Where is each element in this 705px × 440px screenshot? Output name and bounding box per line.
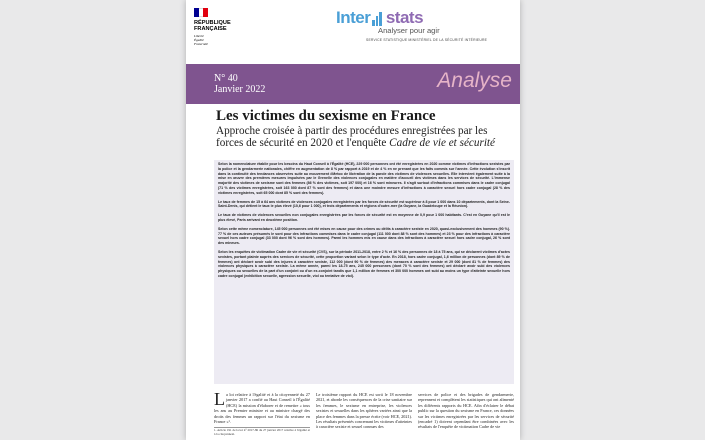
interstats-logo (336, 8, 514, 42)
publication-type-label: Analyse (437, 69, 512, 92)
body-text: Le troisième rapport du HCE est sorti le 18 novembre 2021, et aborde les conséquences de la crise sanitaire sur les femmes, le sexisme en entreprise, les violences sexistes et sexuelles dans les sphères variées ainsi que la place des femmes dans la presse écrite (voir HCE, 2021). Les résultats présentés concernant les victimes d'atteintes à caractère sexiste et sexuel connues des (316, 392, 412, 430)
logo-part-stats: stats (385, 8, 424, 27)
body-column-2 (316, 392, 412, 440)
document-page (186, 0, 520, 440)
logo-bar (376, 16, 379, 26)
motto-fraternite: Fraternité (194, 42, 208, 47)
body-text: services de police et des brigades de gendarmerie, reprennent et complètent les statistiques qui ont alimenté les différents rapports du HCE. Afin d'éclairer le débat public sur la question du sexisme en France, ces données sur les victimes enregistrées par les services de sécurité (encadré 1) doivent cependant être combinées avec les résultats de l'enquête de victimation Cadre de vie (418, 392, 514, 430)
body-columns (214, 392, 514, 440)
body-column-3 (418, 392, 514, 440)
issue-number: N° 40 (214, 73, 238, 84)
issue-band (186, 64, 520, 104)
logo-bar (379, 12, 382, 26)
bar-chart-icon (372, 10, 382, 26)
body-column-1 (214, 392, 310, 440)
logo-wordmark (336, 8, 514, 28)
motto-liberte: Liberté (194, 34, 204, 39)
header (186, 0, 520, 64)
summary-paragraph: Le taux de femmes de 15 à 64 ans victimes de violences conjugales enregistrées par les forces de sécurité est supérieur à 8 pour 1 000 dans 10 départements, dont la Seine-Saint-Denis, qui détient le taux le plus élevé (10,6 pour 1 000), et trois départements et régions d'outre-mer (la Guyane, la Guadeloupe et la Réunion). (218, 199, 510, 209)
summary-paragraph: Selon les enquêtes de victimation Cadre de vie et sécurité (CVS), sur la période 2011-2018, entre 2 % et 16 % des personnes de 18 à 75 ans, qui se déclarent victimes d'actes sexistes, portant plainte auprès des services de sécurité, cette proportion variant selon le type d'acte. En 2018, hors cadre conjugal, 1,6 million de personnes (dont 89 % de femmes) ont déclaré avoir subi des injures à caractère sexiste, 112 000 (dont 90 % de femmes) des menaces à caractère sexiste et 29 000 (dont 81 % de femmes) des violences physiques à caractère sexiste. La même année, parmi les 18-75 ans, 245 000 personnes (dont 70 % sont des femmes) ont déclaré avoir subi des violences physiques ou sexuelles de la part d'un conjoint ou d'un ex-conjoint tandis que 1,1 million de femmes et 300 000 hommes ont subi au moins un type d'atteinte sexuelle hors cadre conjugal (exhibition sexuelle, agression sexuelle, viol ou tentative de viol). (218, 249, 510, 278)
republique-line-1: RÉPUBLIQUE (194, 20, 231, 26)
flag-red (203, 8, 208, 17)
summary-paragraph: Selon la nomenclature établie pour les besoins du Haut Conseil à l'Égalité (HCE), 229 000 personnes ont été enregistrées en 2020 comme victimes d'infractions sexistes par la police et la gendarmerie nationales, chiffre en augmentation de 8 % par rapport à 2019 et de 4 % en ne prenant que les faits commis sur l'année. Cette évolution s'inscrit dans la continuité des tendances observées suite au mouvement #Metoo de libération de la parole des victimes de violences sexuelles. Elle intervient également suite à la mise en œuvre des premières mesures impulsées par le Grenelle des violences conjugales en matière d'accueil des victimes dans les services de sécurité. L'immense majorité des victimes de sexisme sont des femmes (86 % des victimes, soit 197 000) et 16 % sont mineures. Il s'agit surtout d'infractions commises dans le cadre conjugal (71 % des victimes enregistrées, soit 163 000 dont 87 % sont des femmes) et dans une moindre mesure d'infractions à caractère sexuel hors cadre conjugal (28 % des victimes enregistrées, soit 65 000 dont 85 % sont des femmes). (218, 162, 510, 195)
logo-bar (372, 20, 375, 26)
motto (194, 34, 264, 46)
summary-paragraph: Le taux de victimes de violences sexuelles non conjugales enregistrées par les forces de sécurité est en moyenne de 0,9 pour 1 000 habitants. C'est en Guyane qu'il est le plus élevé, Paris arrivant en deuxième position. (218, 213, 510, 222)
republique-name (194, 20, 264, 32)
summary-paragraph: Selon cette même nomenclature, 145 000 personnes ont été mises en cause pour des crimes ou délits à caractère sexiste en 2020, quasi-exclusivement des hommes (90 %). 77 % de ces auteurs présumés le sont pour des infractions commises dans le cadre conjugal (111 000 dont 88 % sont des hommes) et 23 % pour des infractions à caractère sexuel hors cadre conjugal (33 000 dont 96 % sont des hommes). Parmi les hommes mis en cause dans des infractions à caractère sexuel hors cadre conjugal, 26 % sont des mineurs. (218, 226, 510, 246)
footnote: 1. Article 191 de la loi n° 2017-86 du 27 janvier 2017 relative à l'égalité et à la citoyenneté. (214, 428, 310, 437)
drop-cap: L (214, 392, 225, 409)
document-title: Les victimes du sexisme en France (216, 108, 436, 124)
document-subtitle (216, 125, 512, 150)
subtitle-italic: Cadre de vie et sécurité (389, 137, 495, 150)
subtitle-text: Approche croisée à partir des procédures enregistrées par les forces de sécurité en 2020 et l'enquête (216, 125, 488, 150)
logo-part-inter: Inter (336, 8, 371, 27)
body-text: a loi relative à l'égalité et à la citoyenneté du 27 janvier 2017 a confié au Haut Conseil à l'Égalité (HCE) la mission d'élaborer et de remettre « tous les ans au Premier ministre et au ministre chargé des droits des femmes un rapport sur l'état du sexisme en France »¹. (214, 392, 310, 425)
republique-line-2: FRANÇAISE (194, 26, 227, 33)
issue-info (214, 73, 265, 95)
french-flag-icon (194, 8, 208, 17)
service-name: SERVICE STATISTIQUE MINISTÉRIEL DE LA SÉCURITÉ INTÉRIEURE (366, 38, 488, 42)
republique-francaise-logo (194, 8, 264, 46)
summary-box (214, 160, 514, 384)
motto-egalite: Égalité (194, 38, 204, 43)
logo-tagline: Analyser pour agir (378, 26, 440, 35)
issue-date: Janvier 2022 (214, 84, 266, 95)
